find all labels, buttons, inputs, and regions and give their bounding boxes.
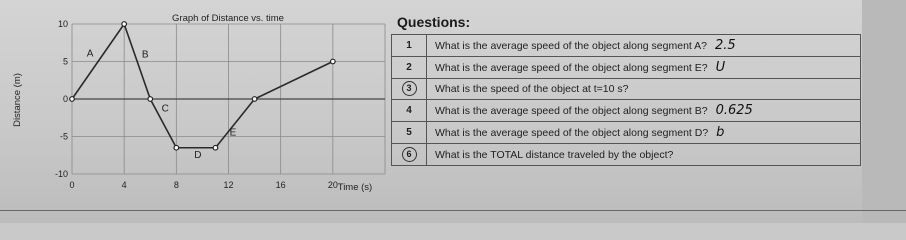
page-edge [862, 0, 906, 223]
segment-label: C [161, 103, 169, 115]
answer-text: b [716, 125, 725, 141]
question-cell [427, 78, 861, 100]
x-tick-label: 0 [69, 180, 75, 190]
x-tick-label: 8 [173, 180, 179, 190]
segment-label: A [86, 48, 94, 60]
question-number: 6 [402, 147, 417, 162]
question-text: What is the average speed of the object along segment B? [435, 105, 708, 118]
data-point [252, 97, 257, 102]
chart-title: Graph of Distance vs. time [172, 13, 284, 24]
answer-text: 2.5 [715, 37, 736, 53]
question-row [392, 122, 861, 144]
question-cell [427, 100, 861, 122]
question-number-cell [392, 78, 427, 100]
data-point [174, 145, 179, 150]
question-text: What is the speed of the object at t=10 s? [435, 83, 629, 96]
data-point [70, 97, 75, 102]
y-axis-label: Distance (m) [12, 73, 23, 127]
question-number: 4 [392, 100, 427, 122]
distance-time-chart [0, 0, 390, 223]
x-tick-label: 12 [223, 180, 234, 190]
answer-text: 0.625 [715, 103, 753, 119]
question-text: What is the average speed of the object along segment D? [435, 127, 709, 140]
x-tick-label: 20 [327, 180, 338, 190]
question-row [392, 35, 861, 57]
y-tick-label: -5 [59, 131, 68, 142]
page-divider [0, 210, 906, 211]
y-tick-label: -10 [54, 169, 68, 179]
question-row [392, 143, 861, 165]
x-axis-label: Time (s) [337, 182, 373, 193]
question-number: 3 [402, 81, 417, 96]
series-line [72, 24, 333, 148]
y-tick-label: 10 [57, 19, 68, 29]
question-row [392, 56, 861, 78]
question-row [392, 100, 861, 122]
x-tick-label: 16 [275, 180, 286, 190]
data-point [331, 59, 336, 64]
segment-label: B [141, 49, 149, 61]
question-number: 5 [392, 122, 427, 144]
segment-label: D [194, 149, 202, 161]
data-point [122, 22, 127, 27]
x-tick-label: 4 [121, 180, 127, 190]
question-text: What is the average speed of the object along segment E? [435, 61, 708, 74]
questions-table [391, 34, 861, 166]
y-tick-label: 5 [62, 56, 68, 67]
data-point [213, 145, 218, 150]
question-number-cell [392, 143, 427, 165]
question-text: What is the TOTAL distance traveled by the object? [435, 148, 674, 161]
answer-text: U [715, 59, 726, 75]
y-tick-label: 0 [62, 94, 68, 104]
question-number: 1 [392, 35, 427, 57]
segment-label: E [229, 127, 237, 139]
question-number: 2 [392, 56, 427, 78]
question-text: What is the average speed of the object along segment A? [435, 39, 708, 52]
chart-svg [0, 0, 390, 223]
questions-title: Questions: [397, 14, 471, 30]
question-row [392, 78, 861, 100]
data-point [148, 97, 153, 102]
question-cell [427, 143, 861, 165]
question-cell [427, 122, 861, 144]
question-cell [427, 56, 861, 78]
question-cell [427, 35, 861, 57]
